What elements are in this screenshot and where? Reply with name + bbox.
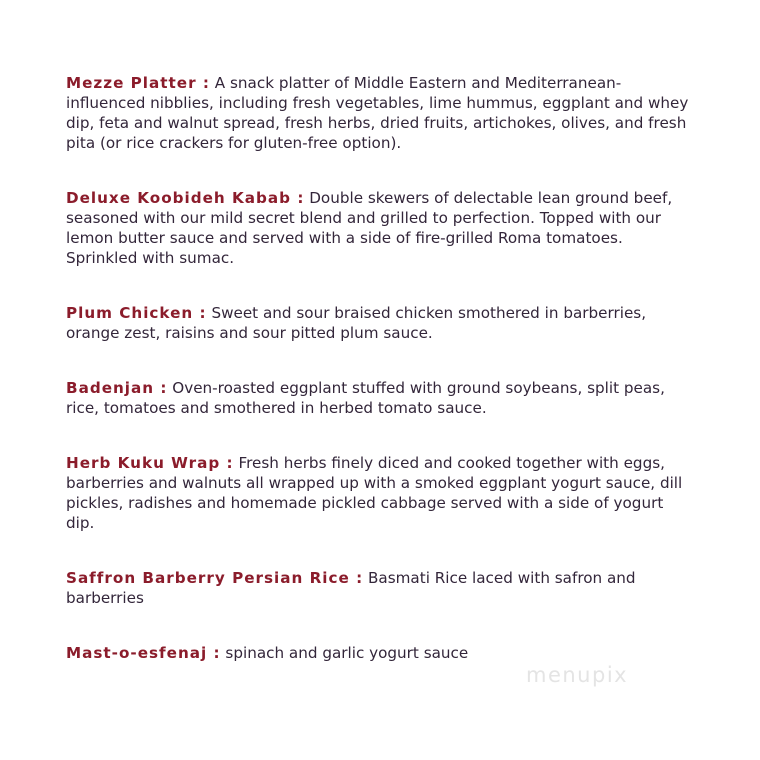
- item-description: A snack platter of Middle Eastern and Mediterranean-influenced nibblies, including fresh vegetables, lime hummus, eggplant and whey dip, feta and walnut spread, fresh herbs, dried fruits, artichokes, olives, and fresh pita (or rice crackers for gluten-free option).: [66, 74, 689, 152]
- item-name: Saffron Barberry Persian Rice :: [66, 569, 364, 587]
- item-name: Mezze Platter :: [66, 74, 210, 92]
- menu-list: [66, 73, 696, 663]
- menu-item-plum-chicken: [66, 303, 696, 343]
- item-description: Fresh herbs finely diced and cooked together with eggs, barberries and walnuts all wrapped up with a smoked eggplant yogurt sauce, dill pickles, radishes and homemade pickled cabbage served with a side of yogurt dip.: [66, 454, 683, 532]
- item-description: Basmati Rice laced with safron and barberries: [66, 569, 636, 607]
- item-description: Sweet and sour braised chicken smothered in barberries, orange zest, raisins and sour pitted plum sauce.: [66, 304, 647, 342]
- item-description: Oven-roasted eggplant stuffed with ground soybeans, split peas, rice, tomatoes and smothered in herbed tomato sauce.: [66, 379, 665, 417]
- item-description: Double skewers of delectable lean ground beef, seasoned with our mild secret blend and grilled to perfection. Topped with our lemon butter sauce and served with a side of fire-grilled Roma tomatoes. Sprinkled with sumac.: [66, 189, 673, 267]
- menu-item-herb-kuku-wrap: [66, 453, 696, 533]
- item-name: Deluxe Koobideh Kabab :: [66, 189, 305, 207]
- menu-item-saffron-barberry-persian-rice: [66, 568, 696, 608]
- menu-item-deluxe-koobideh-kabab: [66, 188, 696, 268]
- item-name: Plum Chicken :: [66, 304, 207, 322]
- menupix-watermark: menupix: [526, 663, 629, 687]
- item-name: Badenjan :: [66, 379, 168, 397]
- menu-item-badenjan: [66, 378, 696, 418]
- menu-item-mast-o-esfenaj: [66, 643, 696, 663]
- menu-item-mezze-platter: [66, 73, 696, 153]
- item-name: Herb Kuku Wrap :: [66, 454, 234, 472]
- item-name: Mast-o-esfenaj :: [66, 644, 221, 662]
- item-description: spinach and garlic yogurt sauce: [225, 644, 469, 662]
